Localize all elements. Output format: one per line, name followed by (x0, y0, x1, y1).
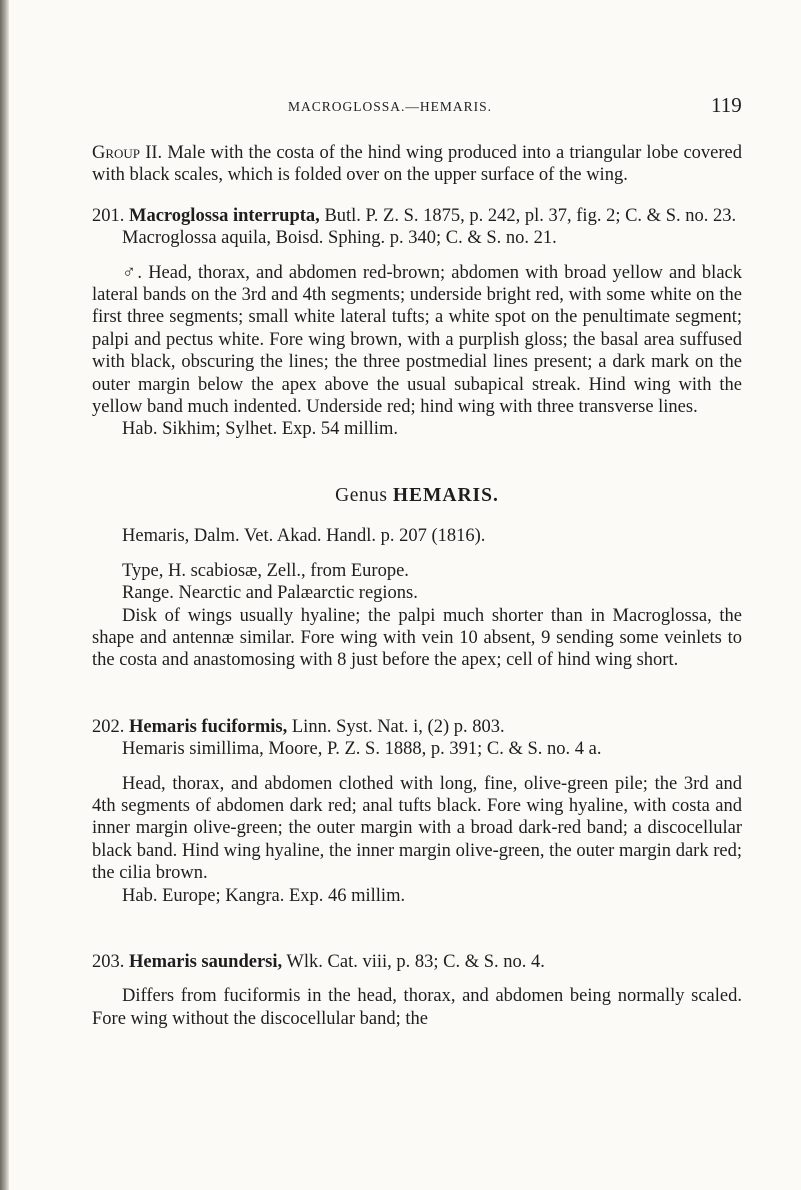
species-201-synonym: Macroglossa aquila, Boisd. Sphing. p. 340; C. & S. no. 21. (122, 228, 557, 249)
species-reference: Linn. Syst. Nat. i, (2) p. 803. (287, 716, 505, 737)
group-text: Male with the costa of the hind wing produced into a triangular lobe covered with black scales, which is folded over on the upper surface of the wing. (92, 143, 742, 186)
species-201-heading (92, 205, 742, 227)
genus-name: HEMARIS. (392, 484, 499, 506)
species-number: 203. (92, 951, 125, 972)
species-203-description: Differs from fuciformis in the head, thorax, and abdomen being normally scaled. Fore wing without the discocellular band; the (92, 986, 742, 1029)
body-text (92, 142, 742, 1030)
genus-range: Range. Nearctic and Palæarctic regions. (122, 583, 418, 604)
species-201-habitat: Hab. Sikhim; Sylhet. Exp. 54 millim. (122, 419, 398, 440)
species-201-description: ♂. Head, thorax, and abdomen red-brown; abdomen with broad yellow and black lateral bands on the 3rd and 4th segments; underside bright red, with some white on the first three segments; small white lateral tufts; a white spot on the penultimate segment; palpi and pectus white. Fore wing brown, with a purplish gloss; the basal area suffused with black, obscuring the lines; the three postmedial lines present; a dark mark on the outer margin below the apex above the usual subapical streak. Hind wing with the yellow band much indented. Underside red; hind wing with three transverse lines. (92, 262, 742, 418)
group-label: Group II. (92, 143, 163, 163)
species-name: Macroglossa interrupta, (129, 205, 320, 226)
genus-label: Genus (335, 484, 388, 506)
genus-type: Type, H. scabiosæ, Zell., from Europe. (122, 560, 409, 581)
species-202-heading (92, 716, 742, 738)
page-number: 119 (711, 93, 742, 117)
species-reference: Butl. P. Z. S. 1875, p. 242, pl. 37, fig. 2; C. & S. no. 23. (319, 205, 737, 226)
group-2-paragraph (92, 142, 742, 187)
species-202-synonym: Hemaris simillima, Moore, P. Z. S. 1888, p. 391; C. & S. no. 4 a. (122, 739, 602, 760)
species-202-description: Head, thorax, and abdomen clothed with long, fine, olive-green pile; the 3rd and 4th segments of abdomen dark red; anal tufts black. Fore wing hyaline, with costa and inner margin olive-green; the outer margin with a broad dark-red band; a discocellular black band. Hind wing hyaline, the inner margin olive-green, the outer margin dark red; the cilia brown. (92, 773, 742, 884)
genus-description: Disk of wings usually hyaline; the palpi much shorter than in Macroglossa, the shape and antennæ similar. Fore wing with vein 10 absent, 9 sending some veinlets to the costa and anastomosing with 8 just before the apex; cell of hind wing short. (92, 605, 742, 671)
species-number: 201. (92, 205, 125, 226)
running-head (0, 93, 801, 123)
running-title: MACROGLOSSA.—HEMARIS. (288, 99, 493, 114)
species-name: Hemaris fuciformis, (129, 716, 288, 737)
species-name: Hemaris saundersi, (129, 951, 283, 972)
species-203-heading (92, 951, 742, 973)
genus-heading (92, 485, 742, 507)
species-202-habitat: Hab. Europe; Kangra. Exp. 46 millim. (122, 885, 406, 906)
genus-citation: Hemaris, Dalm. Vet. Akad. Handl. p. 207 (1816). (122, 526, 486, 547)
species-number: 202. (92, 716, 125, 737)
species-reference: Wlk. Cat. viii, p. 83; C. & S. no. 4. (282, 951, 545, 972)
